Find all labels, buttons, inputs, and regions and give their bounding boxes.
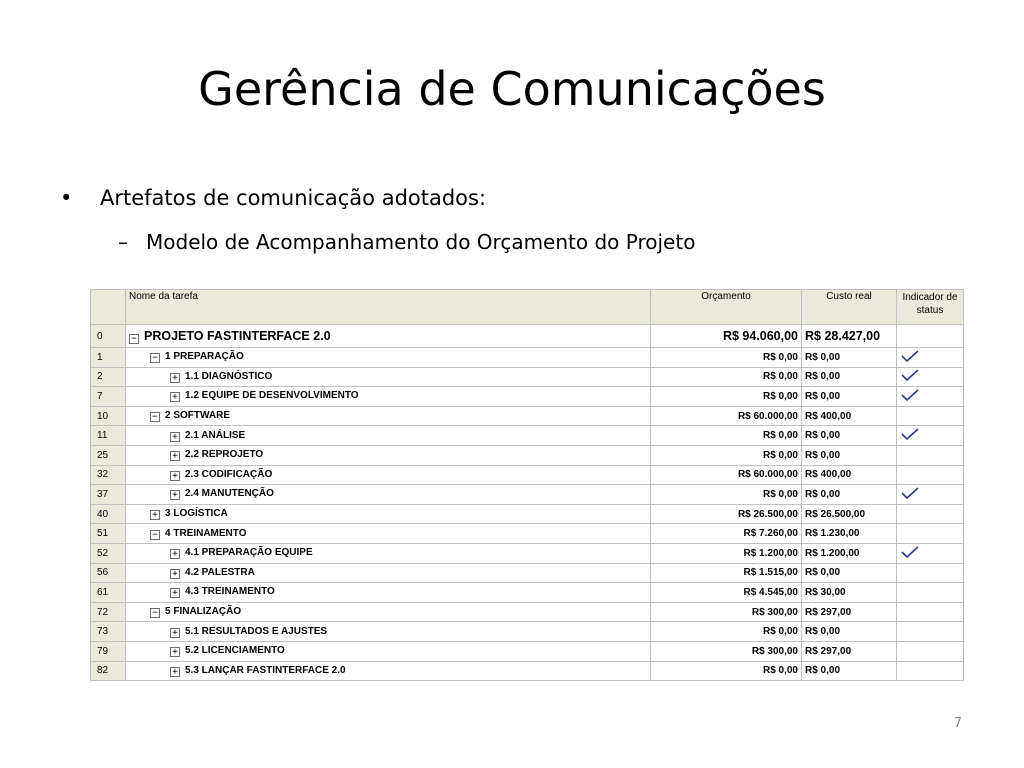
- table-row[interactable]: [91, 524, 964, 544]
- header-id[interactable]: [91, 290, 126, 325]
- custo-real-cell[interactable]: R$ 400,00: [802, 465, 897, 485]
- status-indicator-cell[interactable]: [897, 485, 964, 505]
- orcamento-cell[interactable]: R$ 0,00: [651, 622, 802, 642]
- custo-real-cell[interactable]: R$ 297,00: [802, 602, 897, 622]
- task-name: 3 LOGÍSTICA: [165, 508, 228, 520]
- row-id-cell[interactable]: 37: [91, 485, 126, 505]
- task-name: 1 PREPARAÇÃO: [165, 351, 244, 363]
- table-row[interactable]: [91, 406, 964, 426]
- row-id-cell[interactable]: 0: [91, 325, 126, 348]
- expand-icon[interactable]: +: [170, 647, 180, 657]
- table-row[interactable]: [91, 563, 964, 583]
- status-indicator-cell[interactable]: [897, 406, 964, 426]
- orcamento-cell[interactable]: R$ 4.545,00: [651, 583, 802, 603]
- task-name-cell[interactable]: [126, 406, 651, 426]
- status-indicator-cell[interactable]: [897, 583, 964, 603]
- orcamento-cell[interactable]: R$ 26.500,00: [651, 504, 802, 524]
- task-name-cell[interactable]: [126, 563, 651, 583]
- task-name-cell[interactable]: [126, 485, 651, 505]
- collapse-icon[interactable]: −: [129, 334, 139, 344]
- row-id-cell[interactable]: 51: [91, 524, 126, 544]
- table-body: [91, 325, 964, 681]
- table-row[interactable]: [91, 426, 964, 446]
- dash-icon: –: [118, 230, 128, 254]
- orcamento-cell[interactable]: R$ 0,00: [651, 485, 802, 505]
- table-row[interactable]: [91, 485, 964, 505]
- task-name-cell[interactable]: [126, 524, 651, 544]
- row-id-cell[interactable]: 25: [91, 445, 126, 465]
- sub-bullet-text: Modelo de Acompanhamento do Orçamento do Projeto: [146, 230, 696, 254]
- status-indicator-cell[interactable]: [897, 563, 964, 583]
- budget-table: [90, 289, 964, 681]
- task-name: 4.1 PREPARAÇÃO EQUIPE: [185, 547, 313, 559]
- expand-icon[interactable]: +: [170, 588, 180, 598]
- task-name-cell[interactable]: [126, 622, 651, 642]
- expand-icon[interactable]: +: [170, 628, 180, 638]
- expand-icon[interactable]: +: [170, 667, 180, 677]
- expand-icon[interactable]: +: [170, 471, 180, 481]
- checkmark-icon: [901, 369, 919, 381]
- table-row[interactable]: [91, 465, 964, 485]
- orcamento-cell[interactable]: R$ 1.515,00: [651, 563, 802, 583]
- bullet-item: [60, 186, 486, 210]
- orcamento-cell[interactable]: R$ 0,00: [651, 348, 802, 368]
- custo-real-cell[interactable]: R$ 0,00: [802, 563, 897, 583]
- collapse-icon[interactable]: −: [150, 530, 160, 540]
- table-row[interactable]: [91, 602, 964, 622]
- custo-real-cell[interactable]: R$ 0,00: [802, 485, 897, 505]
- task-name: 2.3 CODIFICAÇÃO: [185, 468, 273, 480]
- task-name: 2.4 MANUTENÇÃO: [185, 488, 274, 500]
- task-name: 4.3 TREINAMENTO: [185, 586, 275, 598]
- table-header-row: [91, 290, 964, 325]
- row-id-cell[interactable]: 1: [91, 348, 126, 368]
- orcamento-cell[interactable]: R$ 1.200,00: [651, 543, 802, 563]
- orcamento-cell[interactable]: R$ 94.060,00: [651, 325, 802, 348]
- custo-real-cell[interactable]: R$ 297,00: [802, 641, 897, 661]
- expand-icon[interactable]: +: [170, 373, 180, 383]
- custo-real-cell[interactable]: R$ 0,00: [802, 426, 897, 446]
- task-name: 5.1 RESULTADOS E AJUSTES: [185, 625, 328, 637]
- header-orcamento[interactable]: Orçamento: [651, 290, 802, 325]
- row-id-cell[interactable]: 7: [91, 387, 126, 407]
- task-name-cell[interactable]: [126, 426, 651, 446]
- task-name: 4 TREINAMENTO: [165, 527, 247, 539]
- task-name: 4.2 PALESTRA: [185, 566, 255, 578]
- task-name-cell[interactable]: [126, 641, 651, 661]
- row-id-cell[interactable]: 2: [91, 367, 126, 387]
- status-indicator-cell[interactable]: [897, 426, 964, 446]
- status-indicator-cell[interactable]: [897, 325, 964, 348]
- row-id-cell[interactable]: 79: [91, 641, 126, 661]
- status-indicator-cell[interactable]: [897, 641, 964, 661]
- expand-icon[interactable]: +: [170, 569, 180, 579]
- status-indicator-cell[interactable]: [897, 524, 964, 544]
- task-name-cell[interactable]: [126, 543, 651, 563]
- custo-real-cell[interactable]: R$ 0,00: [802, 622, 897, 642]
- status-indicator-cell[interactable]: [897, 661, 964, 681]
- collapse-icon[interactable]: −: [150, 608, 160, 618]
- table-row[interactable]: [91, 543, 964, 563]
- status-indicator-cell[interactable]: [897, 602, 964, 622]
- table-row[interactable]: [91, 387, 964, 407]
- header-custo-real[interactable]: Custo real: [802, 290, 897, 325]
- expand-icon[interactable]: +: [170, 490, 180, 500]
- orcamento-cell[interactable]: R$ 60.000,00: [651, 406, 802, 426]
- custo-real-cell[interactable]: R$ 1.230,00: [802, 524, 897, 544]
- custo-real-cell[interactable]: R$ 400,00: [802, 406, 897, 426]
- custo-real-cell[interactable]: R$ 0,00: [802, 661, 897, 681]
- status-indicator-cell[interactable]: [897, 622, 964, 642]
- custo-real-cell[interactable]: R$ 26.500,00: [802, 504, 897, 524]
- task-name: PROJETO FASTINTERFACE 2.0: [144, 328, 331, 343]
- status-indicator-cell[interactable]: [897, 387, 964, 407]
- table-row[interactable]: [91, 504, 964, 524]
- status-indicator-cell[interactable]: [897, 445, 964, 465]
- expand-icon[interactable]: +: [170, 549, 180, 559]
- task-name: 5.3 LANÇAR FASTINTERFACE 2.0: [185, 664, 346, 676]
- status-indicator-cell[interactable]: [897, 543, 964, 563]
- checkmark-icon: [901, 546, 919, 558]
- status-indicator-cell[interactable]: [897, 465, 964, 485]
- header-task-name[interactable]: Nome da tarefa: [126, 290, 651, 325]
- row-id-cell[interactable]: 32: [91, 465, 126, 485]
- checkmark-icon: [901, 389, 919, 401]
- table-row[interactable]: [91, 641, 964, 661]
- task-name-cell[interactable]: [126, 445, 651, 465]
- custo-real-cell[interactable]: R$ 0,00: [802, 387, 897, 407]
- row-id-cell[interactable]: 61: [91, 583, 126, 603]
- page-number: 7: [953, 716, 962, 731]
- orcamento-cell[interactable]: R$ 60.000,00: [651, 465, 802, 485]
- row-id-cell[interactable]: 56: [91, 563, 126, 583]
- checkmark-icon: [901, 428, 919, 440]
- row-id-cell[interactable]: 52: [91, 543, 126, 563]
- custo-real-cell[interactable]: R$ 0,00: [802, 348, 897, 368]
- row-id-cell[interactable]: 82: [91, 661, 126, 681]
- custo-real-cell[interactable]: R$ 28.427,00: [802, 325, 897, 348]
- custo-real-cell[interactable]: R$ 30,00: [802, 583, 897, 603]
- table-row[interactable]: [91, 661, 964, 681]
- expand-icon[interactable]: +: [170, 451, 180, 461]
- orcamento-cell[interactable]: R$ 0,00: [651, 661, 802, 681]
- bullet-dot-icon: •: [60, 186, 73, 210]
- table-row[interactable]: [91, 367, 964, 387]
- table-row[interactable]: [91, 583, 964, 603]
- table-row[interactable]: [91, 348, 964, 368]
- orcamento-cell[interactable]: R$ 0,00: [651, 387, 802, 407]
- row-id-cell[interactable]: 10: [91, 406, 126, 426]
- task-name: 1.2 EQUIPE DE DESENVOLVIMENTO: [185, 390, 359, 402]
- bullet-text: Artefatos de comunicação adotados:: [100, 186, 487, 210]
- task-name: 2 SOFTWARE: [165, 410, 231, 422]
- task-name-cell[interactable]: [126, 387, 651, 407]
- custo-real-cell[interactable]: R$ 0,00: [802, 445, 897, 465]
- task-name: 2.2 REPROJETO: [185, 449, 264, 461]
- task-name: 1.1 DIAGNÓSTICO: [185, 370, 273, 382]
- custo-real-cell[interactable]: R$ 1.200,00: [802, 543, 897, 563]
- orcamento-cell[interactable]: R$ 0,00: [651, 445, 802, 465]
- table-row[interactable]: [91, 325, 964, 348]
- row-id-cell[interactable]: 40: [91, 504, 126, 524]
- task-name-cell[interactable]: [126, 367, 651, 387]
- sub-bullet-item: [118, 230, 695, 254]
- expand-icon[interactable]: +: [170, 432, 180, 442]
- status-indicator-cell[interactable]: [897, 348, 964, 368]
- slide-title: Gerência de Comunicações: [198, 62, 826, 116]
- row-id-cell[interactable]: 72: [91, 602, 126, 622]
- task-name: 5.2 LICENCIAMENTO: [185, 645, 285, 657]
- task-name-cell[interactable]: [126, 465, 651, 485]
- task-name-cell[interactable]: [126, 325, 651, 348]
- collapse-icon[interactable]: −: [150, 412, 160, 422]
- expand-icon[interactable]: +: [170, 392, 180, 402]
- checkmark-icon: [901, 350, 919, 362]
- checkmark-icon: [901, 487, 919, 499]
- table-row[interactable]: [91, 445, 964, 465]
- task-name-cell[interactable]: [126, 504, 651, 524]
- header-status-indicator[interactable]: Indicador de status: [897, 290, 964, 325]
- task-name: 2.1 ANÁLISE: [185, 429, 246, 441]
- task-name: 5 FINALIZAÇÃO: [165, 606, 242, 618]
- orcamento-cell[interactable]: R$ 0,00: [651, 426, 802, 446]
- row-id-cell[interactable]: 73: [91, 622, 126, 642]
- orcamento-cell[interactable]: R$ 300,00: [651, 641, 802, 661]
- expand-icon[interactable]: +: [150, 510, 160, 520]
- table-row[interactable]: [91, 622, 964, 642]
- task-name-cell[interactable]: [126, 348, 651, 368]
- collapse-icon[interactable]: −: [150, 353, 160, 363]
- row-id-cell[interactable]: 11: [91, 426, 126, 446]
- task-name-cell[interactable]: [126, 583, 651, 603]
- orcamento-cell[interactable]: R$ 0,00: [651, 367, 802, 387]
- orcamento-cell[interactable]: R$ 300,00: [651, 602, 802, 622]
- task-name-cell[interactable]: [126, 661, 651, 681]
- status-indicator-cell[interactable]: [897, 367, 964, 387]
- custo-real-cell[interactable]: R$ 0,00: [802, 367, 897, 387]
- task-name-cell[interactable]: [126, 602, 651, 622]
- orcamento-cell[interactable]: R$ 7.260,00: [651, 524, 802, 544]
- status-indicator-cell[interactable]: [897, 504, 964, 524]
